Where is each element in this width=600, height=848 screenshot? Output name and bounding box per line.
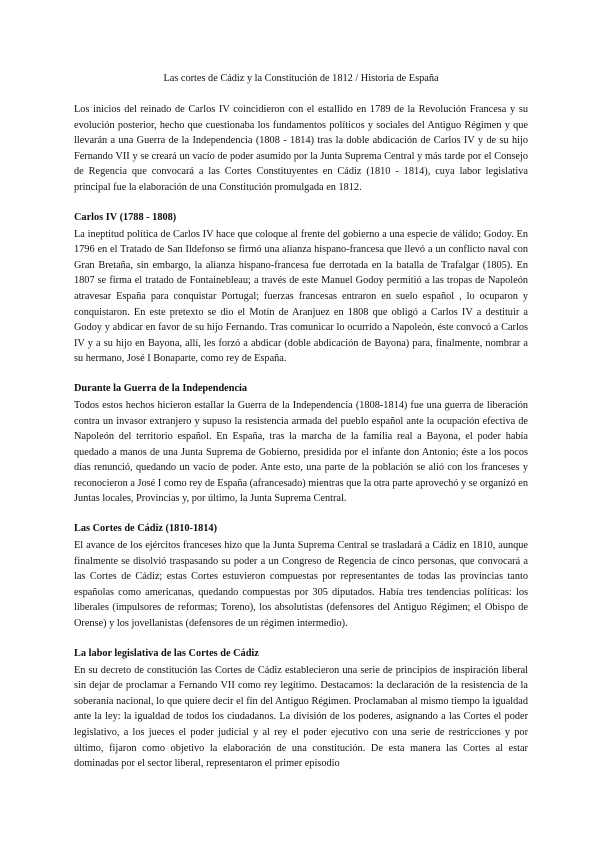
section-carlos-iv [74,210,528,367]
section-heading: La labor legislativa de las Cortes de Cádiz [74,647,259,659]
section-heading: Durante la Guerra de la Independencia [74,382,248,394]
section-cortes-cadiz [74,521,528,632]
section-body: Todos estos hechos hicieron estallar la Guerra de la Independencia (1808-1814) fue una guerra de liberación contra un invasor extranjero y supuso la resistencia armada del pueblo español ante la ocupación efectiva de Napoleón del territorio español. En España, tras la marcha de la familia real a Bayona, el poder había quedado a manos de una Junta Suprema de Gobierno, presidida por el infante don Antonio; éste a los pocos días renunció, quedando un vacío de poder. Ante esto, una parte de la población se alió con los franceses y reconocieron a José I como rey de España (afrancesado) mientras que la otra parte aprovechó y se organizó en Juntas locales, Provincias y, por último, la Junta Suprema Central. [74,399,528,505]
section-body: En su decreto de constitución las Cortes de Cádiz establecieron una serie de principios de inspiración liberal sin dejar de proclamar a Fernando VII como rey legítimo. Destacamos: la declaración de la resistencia de la soberanía nacional, lo que quiere decir el fin del Antiguo Régimen. Proclamaban al mismo tiempo la igualdad ante la ley: la igualdad de todos los ciudadanos. La división de los poderes, asignando a las Cortes el poder legislativo, a los jueces el poder judicial y al rey el poder ejecutivo con una serie de restricciones y por último, fijaron como objetivo la elaboración de una constitución. De esta manera las Cortes al estar dominadas por el sector liberal, representaron el primer episodio [74,664,528,770]
section-heading: Las Cortes de Cádiz (1810-1814) [74,523,217,535]
section-body: La ineptitud política de Carlos IV hace que coloque al frente del gobierno a una especie de válido; Godoy. En 1796 en el Tratado de San Ildefonso se firmó una alianza hispano-francesa que llevó a un conflicto naval con Gran Bretaña, sin embargo, la alianza hispano-francesa fue derrotada en la batalla de Trafalgar (1805). En 1807 se firma el tratado de Fontainebleau; a través de este Manuel Godoy permitió a las tropas de Napoleón atravesar España para conquistar Portugal; fuerzas francesas entraron en suelo español , lo ocuparon y conquistaron. En este pretexto se dio el Motín de Aranjuez en 1808 que obligó a Carlos IV a destituir a Godoy y abdicar en favor de su hijo Fernando. Tras comunicar lo ocurrido a Napoleón, éste convocó a Carlos IV y a su hijo en Bayona, allí, les forzó a abdicar (doble abdicación de Bayona) para, finalmente, nombrar a su hermano, José I Bonaparte, como rey de España. [74,228,528,365]
section-labor-legislativa [74,646,528,772]
document-title: Las cortes de Cádiz y la Constitución de 1812 / Historia de España [163,73,439,84]
section-guerra-independencia [74,381,528,507]
section-body: El avance de los ejércitos franceses hizo que la Junta Suprema Central se trasladará a Cádiz en 1810, aunque finalmente se disolvió traspasando su poder a un Congreso de Regencia de cinco personas, que convocará a las Cortes de Cádiz; estas Cortes estuvieron compuestas por representantes de todas las provincias tanto españolas como americanas, quedando compuestas por 305 diputados. Había tres tendencias políticas: los liberales (impulsores de reformas; Toreno), los absolutistas (defensores del Antiguo Régimen; el Obispo de Orense) y los jovellanistas (defensores de un régimen intermedio). [74,540,528,630]
section-heading: Carlos IV (1788 - 1808) [74,211,177,223]
document-page [74,72,528,772]
intro-paragraph: Los inicios del reinado de Carlos IV coincidieron con el estallido en 1789 de la Revolución Francesa y su evolución posterior, hecho que cuestionaba los fundamentos políticos y sociales del Antiguo Régimen y que llevarán a una Guerra de la Independencia (1808 - 1814) tras la doble abdicación de Carlos IV y de su hijo Fernando VII y se creará un vacío de poder asumido por la Junta Suprema Central y más tarde por el Consejo de Regencia que convocará a las Cortes Constituyentes en Cádiz (1810 - 1814), cuya labor legislativa principal fue la elaboración de una Constitución promulgada en 1812. [74,104,528,193]
